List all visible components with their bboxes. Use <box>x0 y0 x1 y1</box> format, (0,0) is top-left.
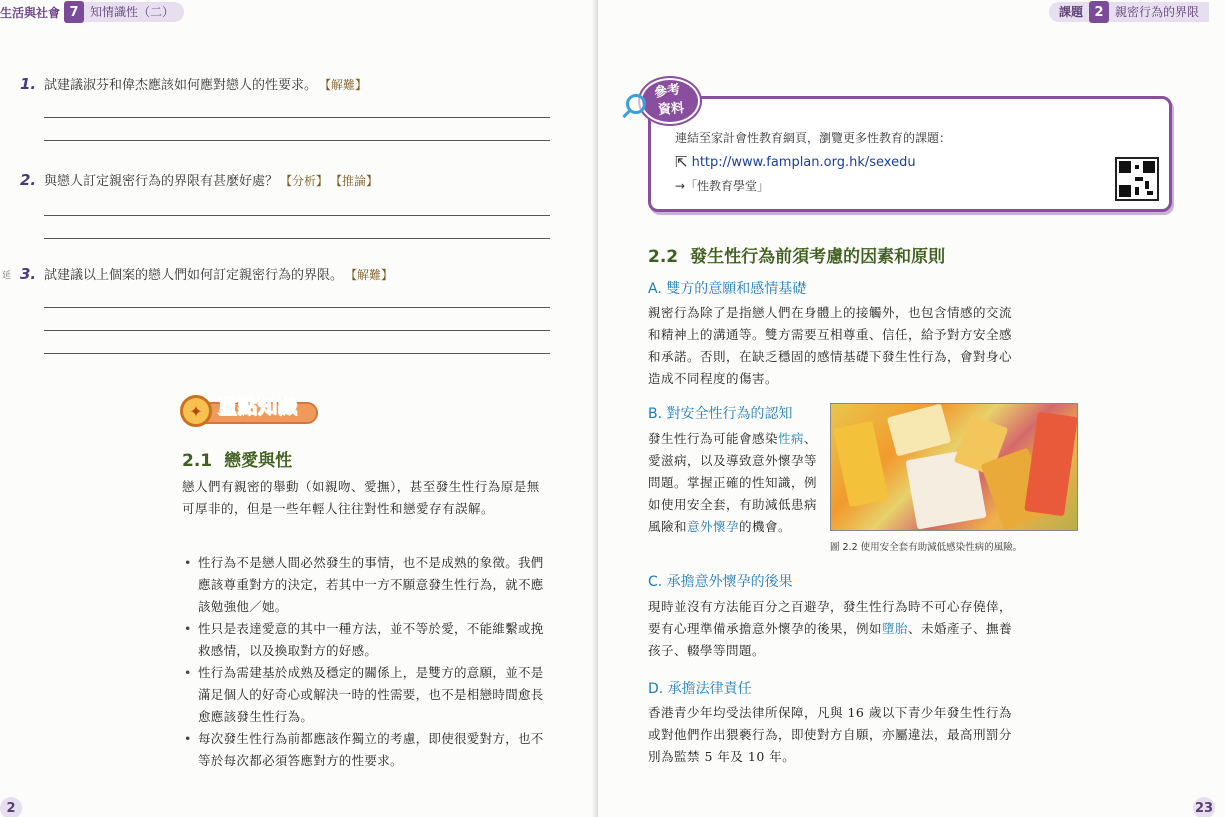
answer-line[interactable] <box>44 117 550 118</box>
compass-icon: ✦ <box>180 395 212 427</box>
intro-paragraph: 戀人們有親密的舉動（如親吻、愛撫），甚至發生性行為原是無可厚非的，但是一些年輕人往往對性和戀愛存有誤解。 <box>182 479 540 516</box>
skill-tag: 【分析】 <box>280 174 329 188</box>
left-page-header <box>0 2 184 22</box>
bullet-list <box>180 552 550 772</box>
chapter-number: 7 <box>64 1 84 23</box>
reference-badge: 參考 資料 <box>626 78 704 128</box>
subheading-c: C. 承擔意外懷孕的後果 <box>648 574 793 590</box>
cursor-icon: ⇱ <box>675 153 688 171</box>
qr-code-icon[interactable] <box>1115 157 1159 201</box>
question-2 <box>20 170 550 239</box>
list-item: • 性行為不是戀人間必然發生的事情，也不是成熟的象徵。我們應該尊重對方的決定，若其中一方不願意發生性行為，就不應該勉強他／她。 <box>180 552 550 618</box>
answer-line[interactable] <box>44 140 550 141</box>
skill-tag: 【解難】 <box>319 78 368 92</box>
question-number: 2. <box>20 171 37 189</box>
question-text: 試建議以上個案的戀人們如何訂定親密行為的界限。 <box>44 268 344 283</box>
paragraph-b: 發生性行為可能會感染性病、愛滋病，以及導致意外懷孕等問題。掌握正確的性知識，例如使用安全套，有助減低患病風險和意外懷孕的機會。 <box>648 431 818 534</box>
reference-intro: 連結至家計會性教育網頁，瀏覽更多性教育的課題： <box>675 131 952 145</box>
paragraph-c: 現時並沒有方法能百分之百避孕，發生性行為時不可心存僥倖，要有心理準備承擔意外懷孕的後果，例如墮胎、未婚產子、撫養孩子、輟學等問題。 <box>648 599 1013 658</box>
key-knowledge-banner <box>180 390 320 428</box>
extension-mark: 延 <box>2 271 12 281</box>
answer-line[interactable] <box>44 353 550 354</box>
question-3 <box>20 264 550 354</box>
banner-label: 重點知識 <box>218 396 299 418</box>
reference-box <box>648 96 1172 212</box>
right-page <box>598 0 1225 817</box>
section-number: 2.1 <box>182 451 213 471</box>
question-number: 3. <box>20 265 37 283</box>
question-1 <box>20 74 550 141</box>
question-number: 1. <box>20 75 37 93</box>
answer-line[interactable] <box>44 330 550 331</box>
section-title: 戀愛與性 <box>224 451 293 471</box>
list-item: • 每次發生性行為前都應該作獨立的考慮，即使很愛對方，也不等於每次都必須答應對方的性要求。 <box>180 728 550 772</box>
list-item: • 性只是表達愛意的其中一種方法，並不等於愛，不能維繫或挽救感情，以及換取對方的好感。 <box>180 618 550 662</box>
chapter-subtitle: 知情識性（二） <box>84 2 184 22</box>
chapter-name: 生活與社會 <box>0 5 61 20</box>
figure-caption: 圖 2.2 使用安全套有助減低感染性病的風險。 <box>830 542 1023 553</box>
subheading-b: B. 對安全性行為的認知 <box>648 406 793 422</box>
answer-line[interactable] <box>44 238 550 239</box>
question-text: 與戀人訂定親密行為的界限有甚麼好處？ <box>44 174 279 189</box>
condom-photo <box>830 403 1078 531</box>
skill-tag: 【推論】 <box>330 174 379 188</box>
subheading-a: A. 雙方的意願和感情基礎 <box>648 281 807 297</box>
lesson-label: 課題 <box>1049 2 1089 22</box>
list-item: • 性行為需建基於成熟及穩定的關係上，是雙方的意願，並不是滿足個人的好奇心或解決一時的性需要，也不是相戀時間愈長愈應該發生性行為。 <box>180 662 550 728</box>
section-heading-2-2 <box>648 242 945 267</box>
question-text: 試建議淑芬和偉杰應該如何應對戀人的性要求。 <box>44 78 318 93</box>
paragraph-a: 親密行為除了是指戀人們在身體上的接觸外，也包含情感的交流和精神上的溝通等。雙方需要互相尊重、信任，給予對方安全感和承諾。否則，在缺乏穩固的感情基礎下發生性行為，會對身心造成不同程度的傷害。 <box>648 305 1013 386</box>
page-number-left: 2 <box>0 797 22 817</box>
reference-url[interactable]: http://www.famplan.org.hk/sexedu <box>691 154 916 170</box>
lesson-number: 2 <box>1089 1 1109 23</box>
page-number-right: 23 <box>1193 797 1215 817</box>
section-heading-2-1 <box>182 446 292 471</box>
section-number: 2.2 <box>648 247 679 267</box>
paragraph-d: 香港青少年均受法律所保障，凡與 16 歲以下青少年發生性行為或對他們作出猥褻行為，即使對方自願，亦屬違法，最高刑罰分別為監禁 5 年及 10 年。 <box>648 705 1013 764</box>
reference-link[interactable] <box>675 153 916 171</box>
lesson-subtitle: 親密行為的界限 <box>1109 2 1209 22</box>
reference-path: →「性教育學堂」 <box>675 179 770 193</box>
right-page-header <box>1049 2 1209 22</box>
subheading-d: D. 承擔法律責任 <box>648 681 752 697</box>
section-title: 發生性行為前須考慮的因素和原則 <box>690 247 946 267</box>
answer-line[interactable] <box>44 307 550 308</box>
skill-tag: 【解難】 <box>345 268 394 282</box>
left-page <box>0 0 598 817</box>
answer-line[interactable] <box>44 215 550 216</box>
